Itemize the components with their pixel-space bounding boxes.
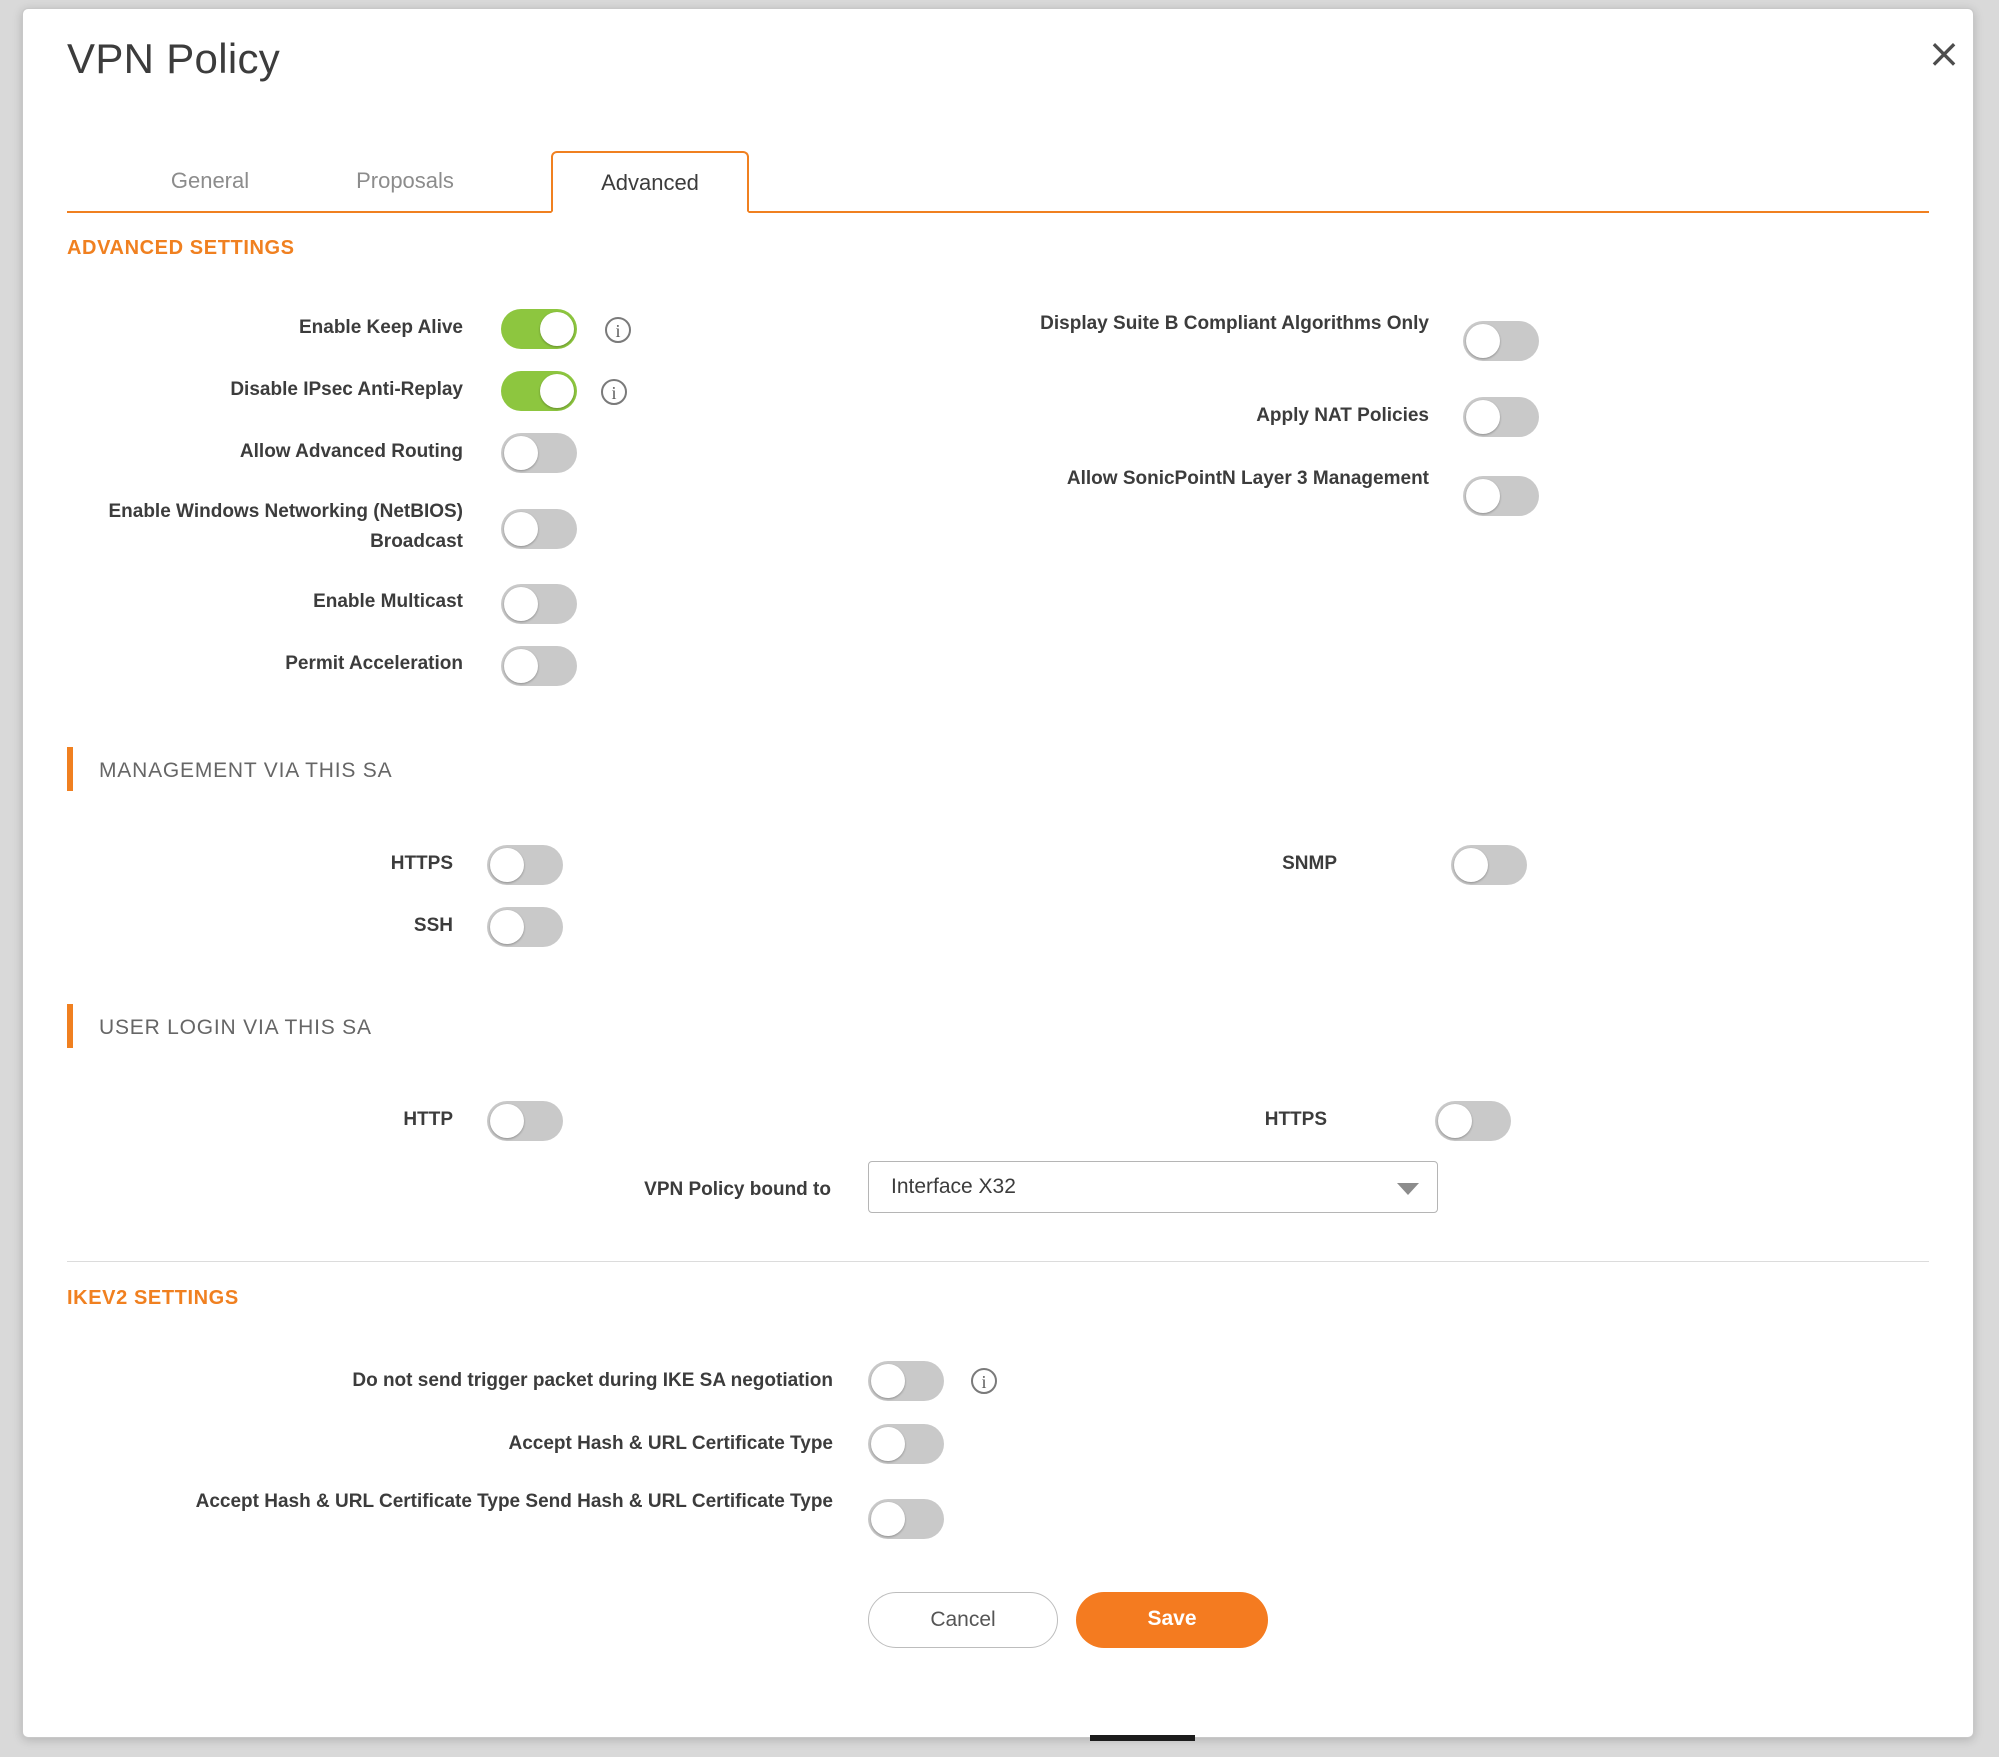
section-divider: [67, 1261, 1929, 1262]
toggle-accept-hash-url-cert[interactable]: [868, 1424, 944, 1464]
label-disable-ipsec-anti-replay: Disable IPsec Anti-Replay: [230, 379, 463, 400]
toggle-allow-advanced-routing[interactable]: [501, 433, 577, 473]
toggle-disable-ipsec-anti-replay[interactable]: [501, 371, 577, 411]
toggle-login-http[interactable]: [487, 1101, 563, 1141]
toggle-allow-sonicpointn-l3-mgmt[interactable]: [1463, 476, 1539, 516]
toggle-enable-netbios-broadcast[interactable]: [501, 509, 577, 549]
tab-proposals[interactable]: Proposals: [356, 168, 454, 193]
label-allow-advanced-routing: Allow Advanced Routing: [239, 441, 463, 462]
page-title: VPN Policy: [67, 35, 281, 82]
label-apply-nat-policies: Apply NAT Policies: [1256, 405, 1429, 426]
vpn-policy-dialog: [22, 8, 1974, 1738]
label-display-suite-b: Display Suite B Compliant Algorithms Only: [1040, 313, 1429, 334]
label-allow-sonicpointn-l3-mgmt: Allow SonicPointN Layer 3 Management: [1066, 468, 1429, 489]
user-login-sa-accent-bar: [67, 1004, 73, 1048]
toggle-mgmt-https[interactable]: [487, 845, 563, 885]
info-icon-enable-keep-alive[interactable]: i: [605, 317, 631, 343]
label-enable-keep-alive: Enable Keep Alive: [298, 317, 463, 338]
toggle-enable-keep-alive[interactable]: [501, 309, 577, 349]
label-login-http: HTTP: [403, 1109, 453, 1130]
toggle-mgmt-ssh[interactable]: [487, 907, 563, 947]
tab-bar: [67, 151, 1929, 213]
advanced-settings-heading: ADVANCED SETTINGS: [67, 237, 295, 259]
management-sa-accent-bar: [67, 747, 73, 791]
label-no-trigger-packet: Do not send trigger packet during IKE SA negotiation: [352, 1370, 833, 1391]
taskbar-indicator: [1090, 1735, 1195, 1741]
label-accept-send-hash-url-cert: Accept Hash & URL Certificate Type Send Hash & URL Certificate Type: [195, 1491, 833, 1512]
tab-general[interactable]: General: [170, 168, 250, 193]
toggle-accept-send-hash-url-cert[interactable]: [868, 1499, 944, 1539]
label-enable-multicast: Enable Multicast: [313, 591, 463, 612]
label-vpn-policy-bound-to: VPN Policy bound to: [644, 1179, 831, 1200]
chevron-down-icon: [1397, 1183, 1419, 1195]
vpn-policy-bound-to-select[interactable]: [868, 1161, 1438, 1213]
toggle-apply-nat-policies[interactable]: [1463, 397, 1539, 437]
user-login-sa-heading: USER LOGIN VIA THIS SA: [99, 1016, 372, 1039]
info-icon-disable-ipsec-anti-replay[interactable]: i: [601, 379, 627, 405]
cancel-button[interactable]: Cancel: [868, 1592, 1058, 1648]
close-icon[interactable]: ×: [1927, 31, 1961, 77]
label-login-https: HTTPS: [1264, 1109, 1327, 1130]
ikev2-settings-heading: IKEV2 SETTINGS: [67, 1287, 239, 1309]
label-mgmt-snmp: SNMP: [1282, 853, 1337, 874]
toggle-no-trigger-packet[interactable]: [868, 1361, 944, 1401]
label-enable-netbios-broadcast: Enable Windows Networking (NetBIOS) Broadcast: [108, 501, 463, 552]
toggle-display-suite-b[interactable]: [1463, 321, 1539, 361]
tab-advanced[interactable]: Advanced: [551, 151, 749, 213]
toggle-enable-multicast[interactable]: [501, 584, 577, 624]
label-accept-hash-url-cert: Accept Hash & URL Certificate Type: [508, 1433, 833, 1454]
label-permit-acceleration: Permit Acceleration: [285, 653, 463, 674]
label-mgmt-https: HTTPS: [390, 853, 453, 874]
toggle-mgmt-snmp[interactable]: [1451, 845, 1527, 885]
save-button[interactable]: Save: [1076, 1592, 1268, 1648]
label-mgmt-ssh: SSH: [413, 915, 453, 936]
management-sa-heading: MANAGEMENT VIA THIS SA: [99, 759, 393, 782]
info-icon-no-trigger-packet[interactable]: i: [971, 1368, 997, 1394]
vpn-policy-bound-to-value: Interface X32: [891, 1175, 1016, 1198]
toggle-permit-acceleration[interactable]: [501, 646, 577, 686]
toggle-login-https[interactable]: [1435, 1101, 1511, 1141]
